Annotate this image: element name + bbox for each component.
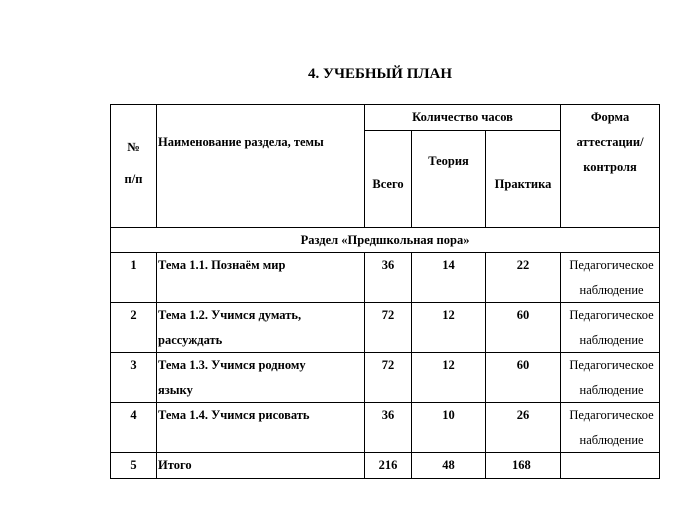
row-total: 72	[365, 303, 412, 353]
total-name: Итого	[157, 453, 365, 479]
header-practice: Практика	[486, 130, 561, 227]
row-theory: 10	[412, 403, 486, 453]
row-num: 2	[111, 303, 157, 353]
table-row	[111, 253, 660, 303]
row-name-line1: Тема 1.1. Познаём мир	[158, 258, 286, 272]
row-name	[157, 353, 365, 403]
row-num: 3	[111, 353, 157, 403]
row-name	[157, 303, 365, 353]
row-total: 72	[365, 353, 412, 403]
header-theory: Теория	[412, 130, 486, 227]
row-name-line1: Тема 1.4. Учимся рисовать	[158, 408, 310, 422]
table-row	[111, 303, 660, 353]
row-form	[561, 353, 660, 403]
page-title: 4. УЧЕБНЫЙ ПЛАН	[307, 66, 453, 82]
header-row-1	[111, 105, 660, 131]
row-form-line2: наблюдение	[579, 332, 644, 347]
row-name-line1: Тема 1.2. Учимся думать,	[158, 308, 302, 322]
row-form-line1: Педагогическое	[569, 408, 654, 422]
header-form	[561, 105, 660, 228]
total-row	[111, 453, 660, 479]
total-theory: 48	[412, 453, 486, 479]
row-form-line1: Педагогическое	[569, 308, 654, 322]
header-total: Всего	[365, 130, 412, 227]
header-num-line2: п/п	[124, 172, 143, 186]
row-name	[157, 403, 365, 453]
total-form	[561, 453, 660, 479]
row-form-line2: наблюдение	[579, 282, 644, 297]
row-practice: 22	[486, 253, 561, 303]
curriculum-table	[110, 104, 660, 479]
table-row	[111, 353, 660, 403]
row-form-line2: наблюдение	[579, 382, 644, 397]
row-total: 36	[365, 403, 412, 453]
row-theory: 14	[412, 253, 486, 303]
table-row	[111, 403, 660, 453]
section-row	[111, 227, 660, 253]
header-form-line2: аттестации/	[576, 135, 644, 149]
header-form-line1: Форма	[590, 110, 630, 124]
row-name	[157, 253, 365, 303]
row-form-line1: Педагогическое	[569, 358, 654, 372]
row-name-line2: языку	[158, 382, 193, 397]
row-practice: 60	[486, 353, 561, 403]
total-practice: 168	[486, 453, 561, 479]
header-hours: Количество часов	[365, 105, 561, 131]
header-num	[111, 105, 157, 228]
row-num: 4	[111, 403, 157, 453]
header-form-line3: контроля	[583, 160, 637, 174]
row-form	[561, 403, 660, 453]
row-total: 36	[365, 253, 412, 303]
row-practice: 26	[486, 403, 561, 453]
row-form	[561, 303, 660, 353]
row-form-line2: наблюдение	[579, 432, 644, 447]
section-title: Раздел «Предшкольная пора»	[111, 227, 660, 253]
header-name: Наименование раздела, темы	[157, 105, 365, 228]
row-theory: 12	[412, 303, 486, 353]
row-form-line1: Педагогическое	[569, 258, 654, 272]
row-name-line1: Тема 1.3. Учимся родному	[158, 358, 306, 372]
total-total: 216	[365, 453, 412, 479]
total-num: 5	[111, 453, 157, 479]
row-name-line2: рассуждать	[158, 332, 223, 347]
row-num: 1	[111, 253, 157, 303]
row-practice: 60	[486, 303, 561, 353]
row-form	[561, 253, 660, 303]
row-theory: 12	[412, 353, 486, 403]
header-num-line1: №	[127, 140, 140, 154]
